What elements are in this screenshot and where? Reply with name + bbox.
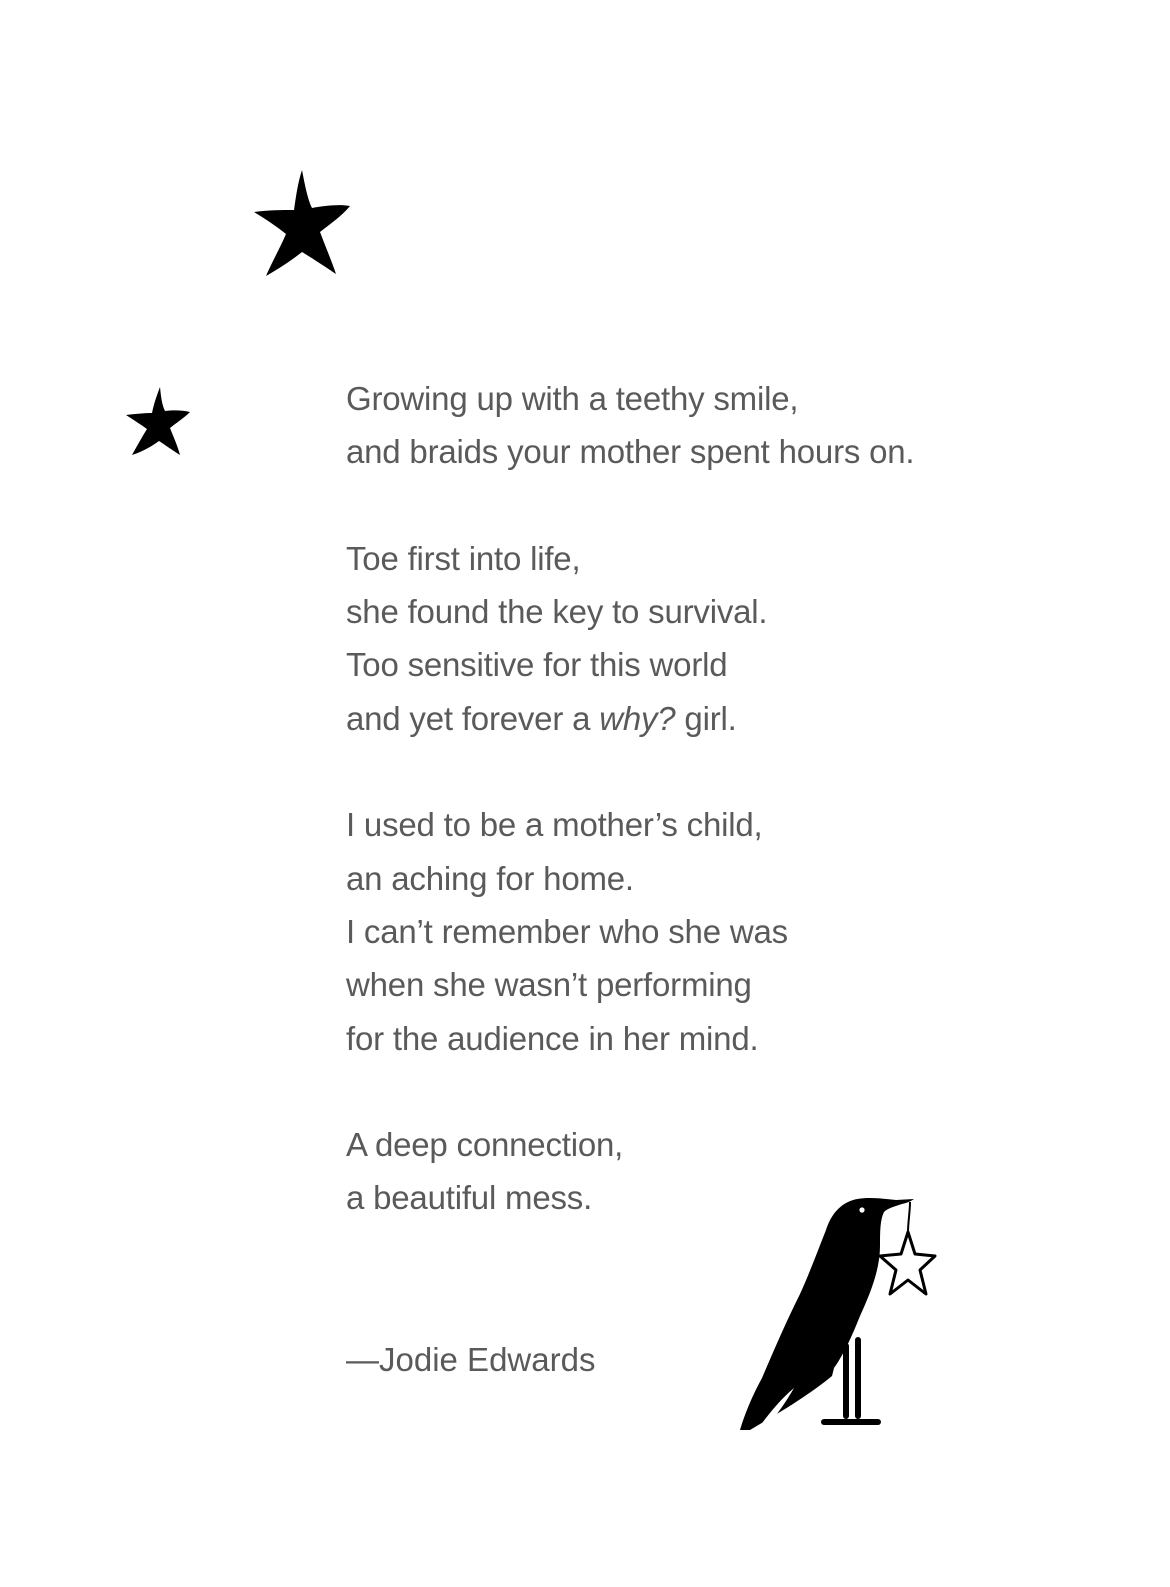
poem-line: for the audience in her mind. xyxy=(346,1019,759,1057)
poem-line: Toe first into life, xyxy=(346,539,581,577)
poem-stanza-3 xyxy=(346,798,1086,1064)
poem-line: when she wasn’t performing xyxy=(346,966,752,1004)
star-icon xyxy=(124,385,192,457)
poem-line: A deep connection, xyxy=(346,1126,624,1164)
star-icon xyxy=(250,166,354,278)
poem-line: an aching for home. xyxy=(346,859,634,897)
poem-line xyxy=(346,692,1086,745)
poem-line-segment: girl. xyxy=(675,699,737,737)
poem-line: and braids your mother spent hours on. xyxy=(346,433,915,471)
poem-stanza-4 xyxy=(346,1118,1086,1225)
poem-body xyxy=(346,372,1086,1278)
poem-line: she found the key to survival. xyxy=(346,593,768,631)
poem-line-segment: and yet forever a xyxy=(346,699,600,737)
poem-stanza-1 xyxy=(346,372,1086,479)
poem-author: —Jodie Edwards xyxy=(346,1341,596,1378)
poem-line: Growing up with a teethy smile, xyxy=(346,380,799,417)
poem-line: a beautiful mess. xyxy=(346,1179,593,1217)
poem-italic-word: why? xyxy=(599,699,676,737)
poem-line: I can’t remember who she was xyxy=(346,912,788,950)
crow-with-star-icon xyxy=(730,1190,945,1435)
poem-line: I used to be a mother’s child, xyxy=(346,806,763,844)
poem-stanza-2 xyxy=(346,532,1086,745)
poem-line: Too sensitive for this world xyxy=(346,646,728,684)
